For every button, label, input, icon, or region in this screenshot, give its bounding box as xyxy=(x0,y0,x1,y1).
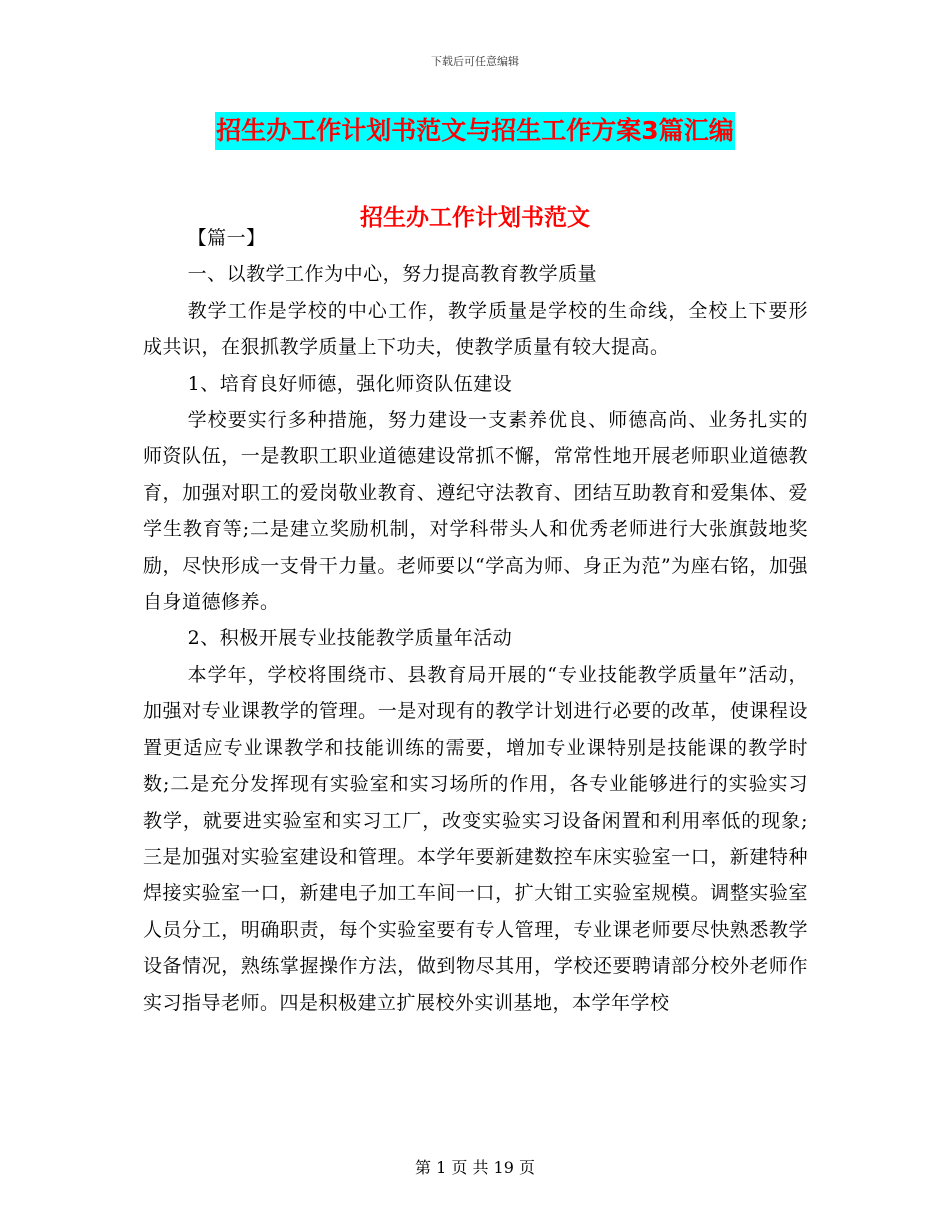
body-paragraph: 本学年，学校将围绕市、县教育局开展的“专业技能教学质量年”活动，加强对专业课教学的管理。一是对现有的教学计划进行必要的改革，使课程设置更适应专业课教学和技能训练的需要，增加专业课特别是技能课的教学时数;二是充分发挥现有实验室和实习场所的作用，各专业能够进行的实验实习教学，就要进实验室和实习工厂，改变实验实习设备闲置和利用率低的现象;三是加强对实验室建设和管理。本学年要新建数控车床实验室一口，新建特种焊接实验室一口，新建电子加工车间一口，扩大钳工实验室规模。调整实验室人员分工，明确职责，每个实验室要有专人管理，专业课老师要尽快熟悉教学设备情况，熟练掌握操作方法，做到物尽其用，学校还要聘请部分校外老师作实习指导老师。四是积极建立扩展校外实训基地，本学年学校 xyxy=(143,663,808,1014)
section-heading-1: 一、以教学工作为中心，努力提高教育教学质量 xyxy=(187,263,598,286)
document-subtitle: 招生办工作计划书范文 xyxy=(360,205,590,231)
page-header-note: 下载后可任意编辑 xyxy=(431,55,519,68)
document-body xyxy=(143,220,808,1021)
page-footer-pagination: 第 1 页 共 19 页 xyxy=(415,1158,535,1177)
subsection-heading-1: 1、培育良好师德，强化师资队伍建设 xyxy=(187,372,513,395)
body-paragraph: 学校要实行多种措施，努力建设一支素养优良、师德高尚、业务扎实的师资队伍，一是教职工职业道德建设常抓不懈，常常性地开展老师职业道德教育，加强对职工的爱岗敬业教育、遵纪守法教育、团结互助教育和爱集体、爱学生教育等;二是建立奖励机制，对学科带头人和优秀老师进行大张旗鼓地奖励，尽快形成一支骨干力量。老师要以“学高为师、身正为范”为座右铭，加强自身道德修养。 xyxy=(143,409,808,614)
subsection-heading-2: 2、积极开展专业技能教学质量年活动 xyxy=(187,627,513,650)
document-main-title: 招生办工作计划书范文与招生工作方案3篇汇编 xyxy=(215,112,734,150)
main-title-container xyxy=(0,112,950,150)
body-paragraph: 教学工作是学校的中心工作，教学质量是学校的生命线，全校上下要形成共识，在狠抓教学质量上下功夫，使教学质量有较大提高。 xyxy=(143,299,808,359)
section-heading-part-one: 【篇一】 xyxy=(187,227,266,249)
